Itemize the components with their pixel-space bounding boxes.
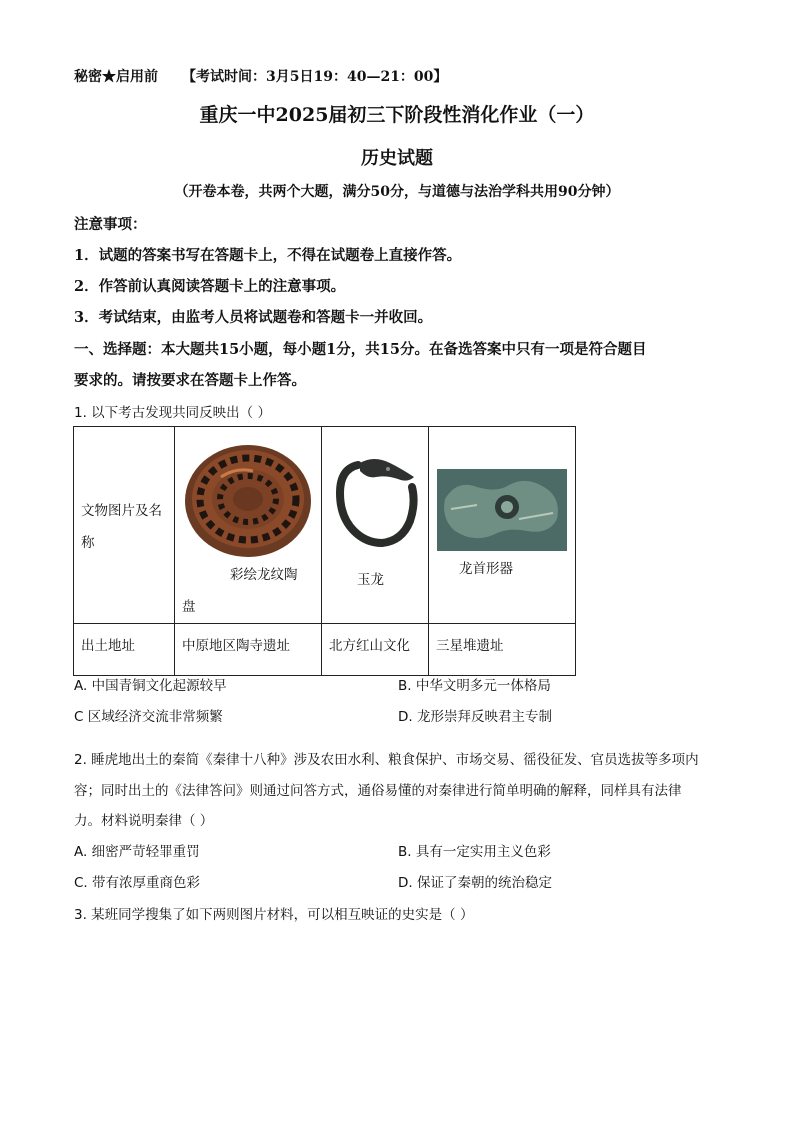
section-heading-cont: 要求的。请按要求在答题卡上作答。 xyxy=(74,372,306,389)
page-title: 重庆一中2025届初三下阶段性消化作业（一） xyxy=(199,104,595,126)
question-2-stem-cont: 容；同时出土的《法律答问》则通过问答方式，通俗易懂的对秦律进行简单明确的解释，同样具有法律 xyxy=(74,783,682,799)
row-header: 文物图片及名 xyxy=(81,503,162,519)
painted-dragon-pottery-plate-image xyxy=(181,437,315,561)
exam-time: 【考试时间：3月5日19：40—21：00】 xyxy=(182,69,448,85)
relic-name: 彩绘龙纹陶 xyxy=(230,567,298,583)
section-heading: 一、选择题：本大题共15小题，每小题1分，共15分。在备选答案中只有一项是符合题目 xyxy=(74,341,647,358)
row-header-cont: 称 xyxy=(81,535,95,551)
option-b[interactable]: B. 具有一定实用主义色彩 xyxy=(398,844,551,860)
question-1-stem: 1. 以下考古发现共同反映出（ ） xyxy=(74,405,271,421)
question-3-stem: 3. 某班同学搜集了如下两则图片材料，可以相互映证的史实是（ ） xyxy=(74,907,474,923)
row-header: 出土地址 xyxy=(74,624,175,676)
note-item: 1．试题的答案书写在答题卡上，不得在试题卷上直接作答。 xyxy=(74,247,462,264)
notes-heading: 注意事项： xyxy=(74,216,147,233)
option-d[interactable]: D. 龙形崇拜反映君主专制 xyxy=(398,709,552,725)
option-a[interactable]: A. 中国青铜文化起源较早 xyxy=(74,678,227,694)
jade-dragon-image xyxy=(330,457,422,557)
relic-table xyxy=(73,426,576,676)
exam-info: （开卷本卷，共两个大题，满分50分，与道德与法治学科共用90分钟） xyxy=(174,184,620,200)
note-item: 2．作答前认真阅读答题卡上的注意事项。 xyxy=(74,278,346,295)
option-a[interactable]: A. 细密严苛轻罪重罚 xyxy=(74,844,200,860)
option-b[interactable]: B. 中华文明多元一体格局 xyxy=(398,678,551,694)
table-row xyxy=(74,427,576,624)
site-cell: 三星堆遗址 xyxy=(429,624,576,676)
subject-title: 历史试题 xyxy=(361,148,433,169)
note-item: 3．考试结束，由监考人员将试题卷和答题卡一并收回。 xyxy=(74,309,433,326)
site-cell: 中原地区陶寺遗址 xyxy=(175,624,322,676)
dragon-head-artifact-image xyxy=(437,469,567,551)
site-cell: 北方红山文化 xyxy=(322,624,429,676)
option-c[interactable]: C 区域经济交流非常频繁 xyxy=(74,709,223,725)
question-2-stem: 2. 睡虎地出土的秦简《秦律十八种》涉及农田水利、粮食保护、市场交易、徭役征发、官员选拔等多项内 xyxy=(74,752,699,768)
question-2-stem-end: 力。材料说明秦律（ ） xyxy=(74,813,214,829)
relic-name: 龙首形器 xyxy=(459,561,513,577)
relic-name: 玉龙 xyxy=(357,572,384,588)
option-c[interactable]: C. 带有浓厚重商色彩 xyxy=(74,875,201,891)
option-d[interactable]: D. 保证了秦朝的统治稳定 xyxy=(398,875,552,891)
relic-name-cont: 盘 xyxy=(182,599,196,615)
table-row xyxy=(74,624,576,676)
confidential-mark: 秘密★启用前 xyxy=(74,69,158,85)
